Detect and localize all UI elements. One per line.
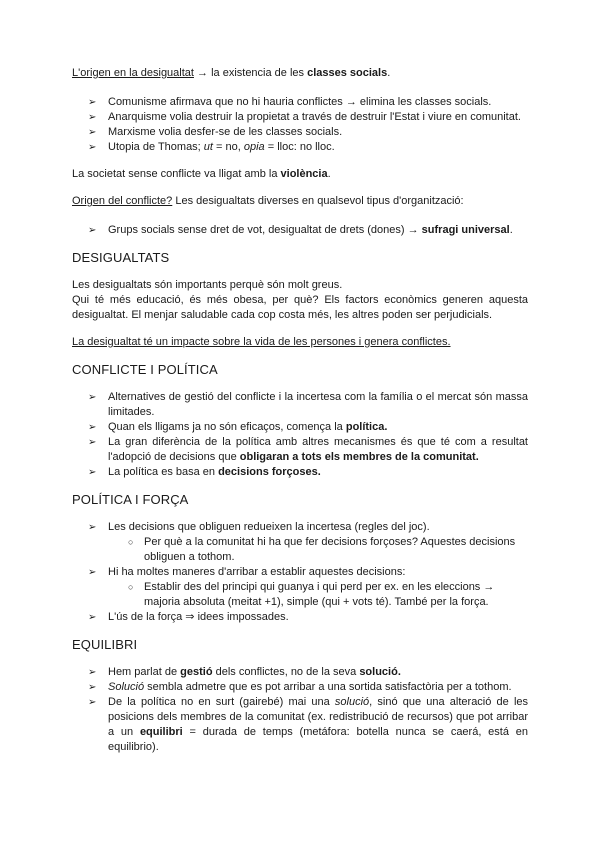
document-page xyxy=(72,66,528,755)
equil-i3-pre: De la política no en surt (gairebé) mai una xyxy=(108,696,335,708)
conflicte-i2-pre: Quan els lligams ja no són eficaços, comença la xyxy=(108,421,346,433)
list-item: ➢ Les decisions que obliguen redueixen la incertesa (regles del joc). xyxy=(72,520,528,535)
list-item: ➢ L'ús de la força ⇒ idees impossades. xyxy=(72,610,528,625)
conflicte-list xyxy=(72,390,528,480)
list-item xyxy=(72,695,528,755)
equil-i3-post: = durada de temps (metáfora: botella nunca se caerá, está en equilibrio). xyxy=(108,726,528,753)
list-item xyxy=(72,665,528,680)
utopia-pre: Utopia de Thomas; xyxy=(108,141,204,153)
utopia-opia: opia xyxy=(243,141,265,153)
forca-list xyxy=(72,520,528,535)
grups-bold: sufragi universal xyxy=(421,224,510,236)
list-item: ➢ Hi ha moltes maneres d'arribar a establir aquestes decisions: xyxy=(72,565,528,580)
utopia-post: = lloc: no lloc. xyxy=(264,141,335,153)
forca-sublist-1 xyxy=(72,535,528,565)
equil-i1-b1: gestió xyxy=(180,666,213,678)
list-item xyxy=(72,140,528,155)
equil-i3-it: solució xyxy=(334,696,370,708)
origen-line xyxy=(72,194,528,209)
intro-line xyxy=(72,66,528,81)
intro-bold: classes socials xyxy=(307,67,388,79)
utopia-mid: = no, xyxy=(212,141,244,153)
violencia-pre: La societat sense conflicte va lligat amb la xyxy=(72,168,281,180)
section-heading-equilibri: EQUILIBRI xyxy=(72,637,138,652)
origen-link: Origen del conflicte? xyxy=(72,195,173,207)
violencia-end: . xyxy=(327,168,331,180)
equilibri-list xyxy=(72,665,528,755)
list-item: ➢ Anarquisme volia destruir la propietat a través de destruir l'Estat i viure en comunitat. xyxy=(72,110,528,125)
violencia-bold: violència xyxy=(280,168,328,180)
forca-list-3 xyxy=(72,610,528,625)
desig-p1: Les desigualtats són importants perquè són molt greus. xyxy=(72,279,343,291)
origen-rest: Les desigualtats diverses en qualsevol tipus d'organització: xyxy=(172,195,464,207)
equil-i2-rest: sembla admetre que es pot arribar a una sortida satisfactòria per a tothom. xyxy=(144,681,512,693)
forca-list-2 xyxy=(72,565,528,580)
list-item: ➢ Marxisme volia desfer-se de les classes socials. xyxy=(72,125,528,140)
equil-i1-pre: Hem parlat de xyxy=(108,666,181,678)
grups-pre: Grups socials sense dret de vot, desigualtat de drets (dones) → xyxy=(108,224,422,236)
section-heading-forca: POLÍTICA I FORÇA xyxy=(72,492,189,507)
list-item xyxy=(72,680,528,695)
violencia-line xyxy=(72,167,528,182)
list-item xyxy=(72,420,528,435)
conflicte-i4-bold: decisions forçoses. xyxy=(218,466,321,478)
sub-list-item: ○ Establir des del principi qui guanya i qui perd per ex. en les eleccions → majoria absoluta (meitat +1), simple (qui + vots té). També per la força. xyxy=(72,580,528,610)
intro-list xyxy=(72,95,528,155)
section-heading-conflicte: CONFLICTE I POLÍTICA xyxy=(72,362,218,377)
desig-underline: La desigualtat té un impacte sobre la vida de les persones i genera conflictes. xyxy=(72,336,451,348)
forca-sublist-2 xyxy=(72,580,528,610)
list-item: ➢ Comunisme afirmava que no hi hauria conflictes → elimina les classes socials. xyxy=(72,95,528,110)
intro-arrow-text: → la existencia de les xyxy=(193,67,308,79)
list-item xyxy=(72,435,528,465)
equil-i1-b2: solució. xyxy=(359,666,401,678)
conflicte-i2-bold: política. xyxy=(345,421,388,433)
equil-i1-mid: dels conflictes, no de la seva xyxy=(212,666,360,678)
grups-list xyxy=(72,223,528,238)
equil-i2-it: Solució xyxy=(108,681,145,693)
conflicte-i3-pre: La gran diferència de la política amb altres mecanismes és que té com a resultat l'adopció de decisions que xyxy=(108,436,528,463)
desig-p2: Qui té més educació, és més obesa, per què? Els factors econòmics generen aquesta desigualtat. El menjar saludable cada cop costa més, les altres poden ser perjudicials. xyxy=(72,294,528,321)
utopia-ut: ut xyxy=(203,141,213,153)
conflicte-i4-pre: La política es basa en xyxy=(108,466,219,478)
intro-end: . xyxy=(387,67,391,79)
list-item: ➢ Alternatives de gestió del conflicte i la incertesa com la família o el mercat són massa limitades. xyxy=(72,390,528,420)
conflicte-i3-bold: obligaran a tots els membres de la comunitat. xyxy=(239,451,479,463)
grups-end: . xyxy=(509,224,513,236)
list-item xyxy=(72,223,528,238)
section-heading-desigualtats: DESIGUALTATS xyxy=(72,250,170,265)
intro-link: L'origen en la desigualtat xyxy=(72,67,194,79)
equil-i3-mid: , sinó que una alteració de les posicions dels membres de la comunitat (ex. redistribució de recursos) que pot arribar a un xyxy=(108,696,529,738)
equil-i3-bold: equilibri xyxy=(139,726,183,738)
sub-list-item: ○ Per què a la comunitat hi ha que fer decisions forçoses? Aquestes decisions obliguen a tothom. xyxy=(72,535,528,565)
list-item xyxy=(72,465,528,480)
